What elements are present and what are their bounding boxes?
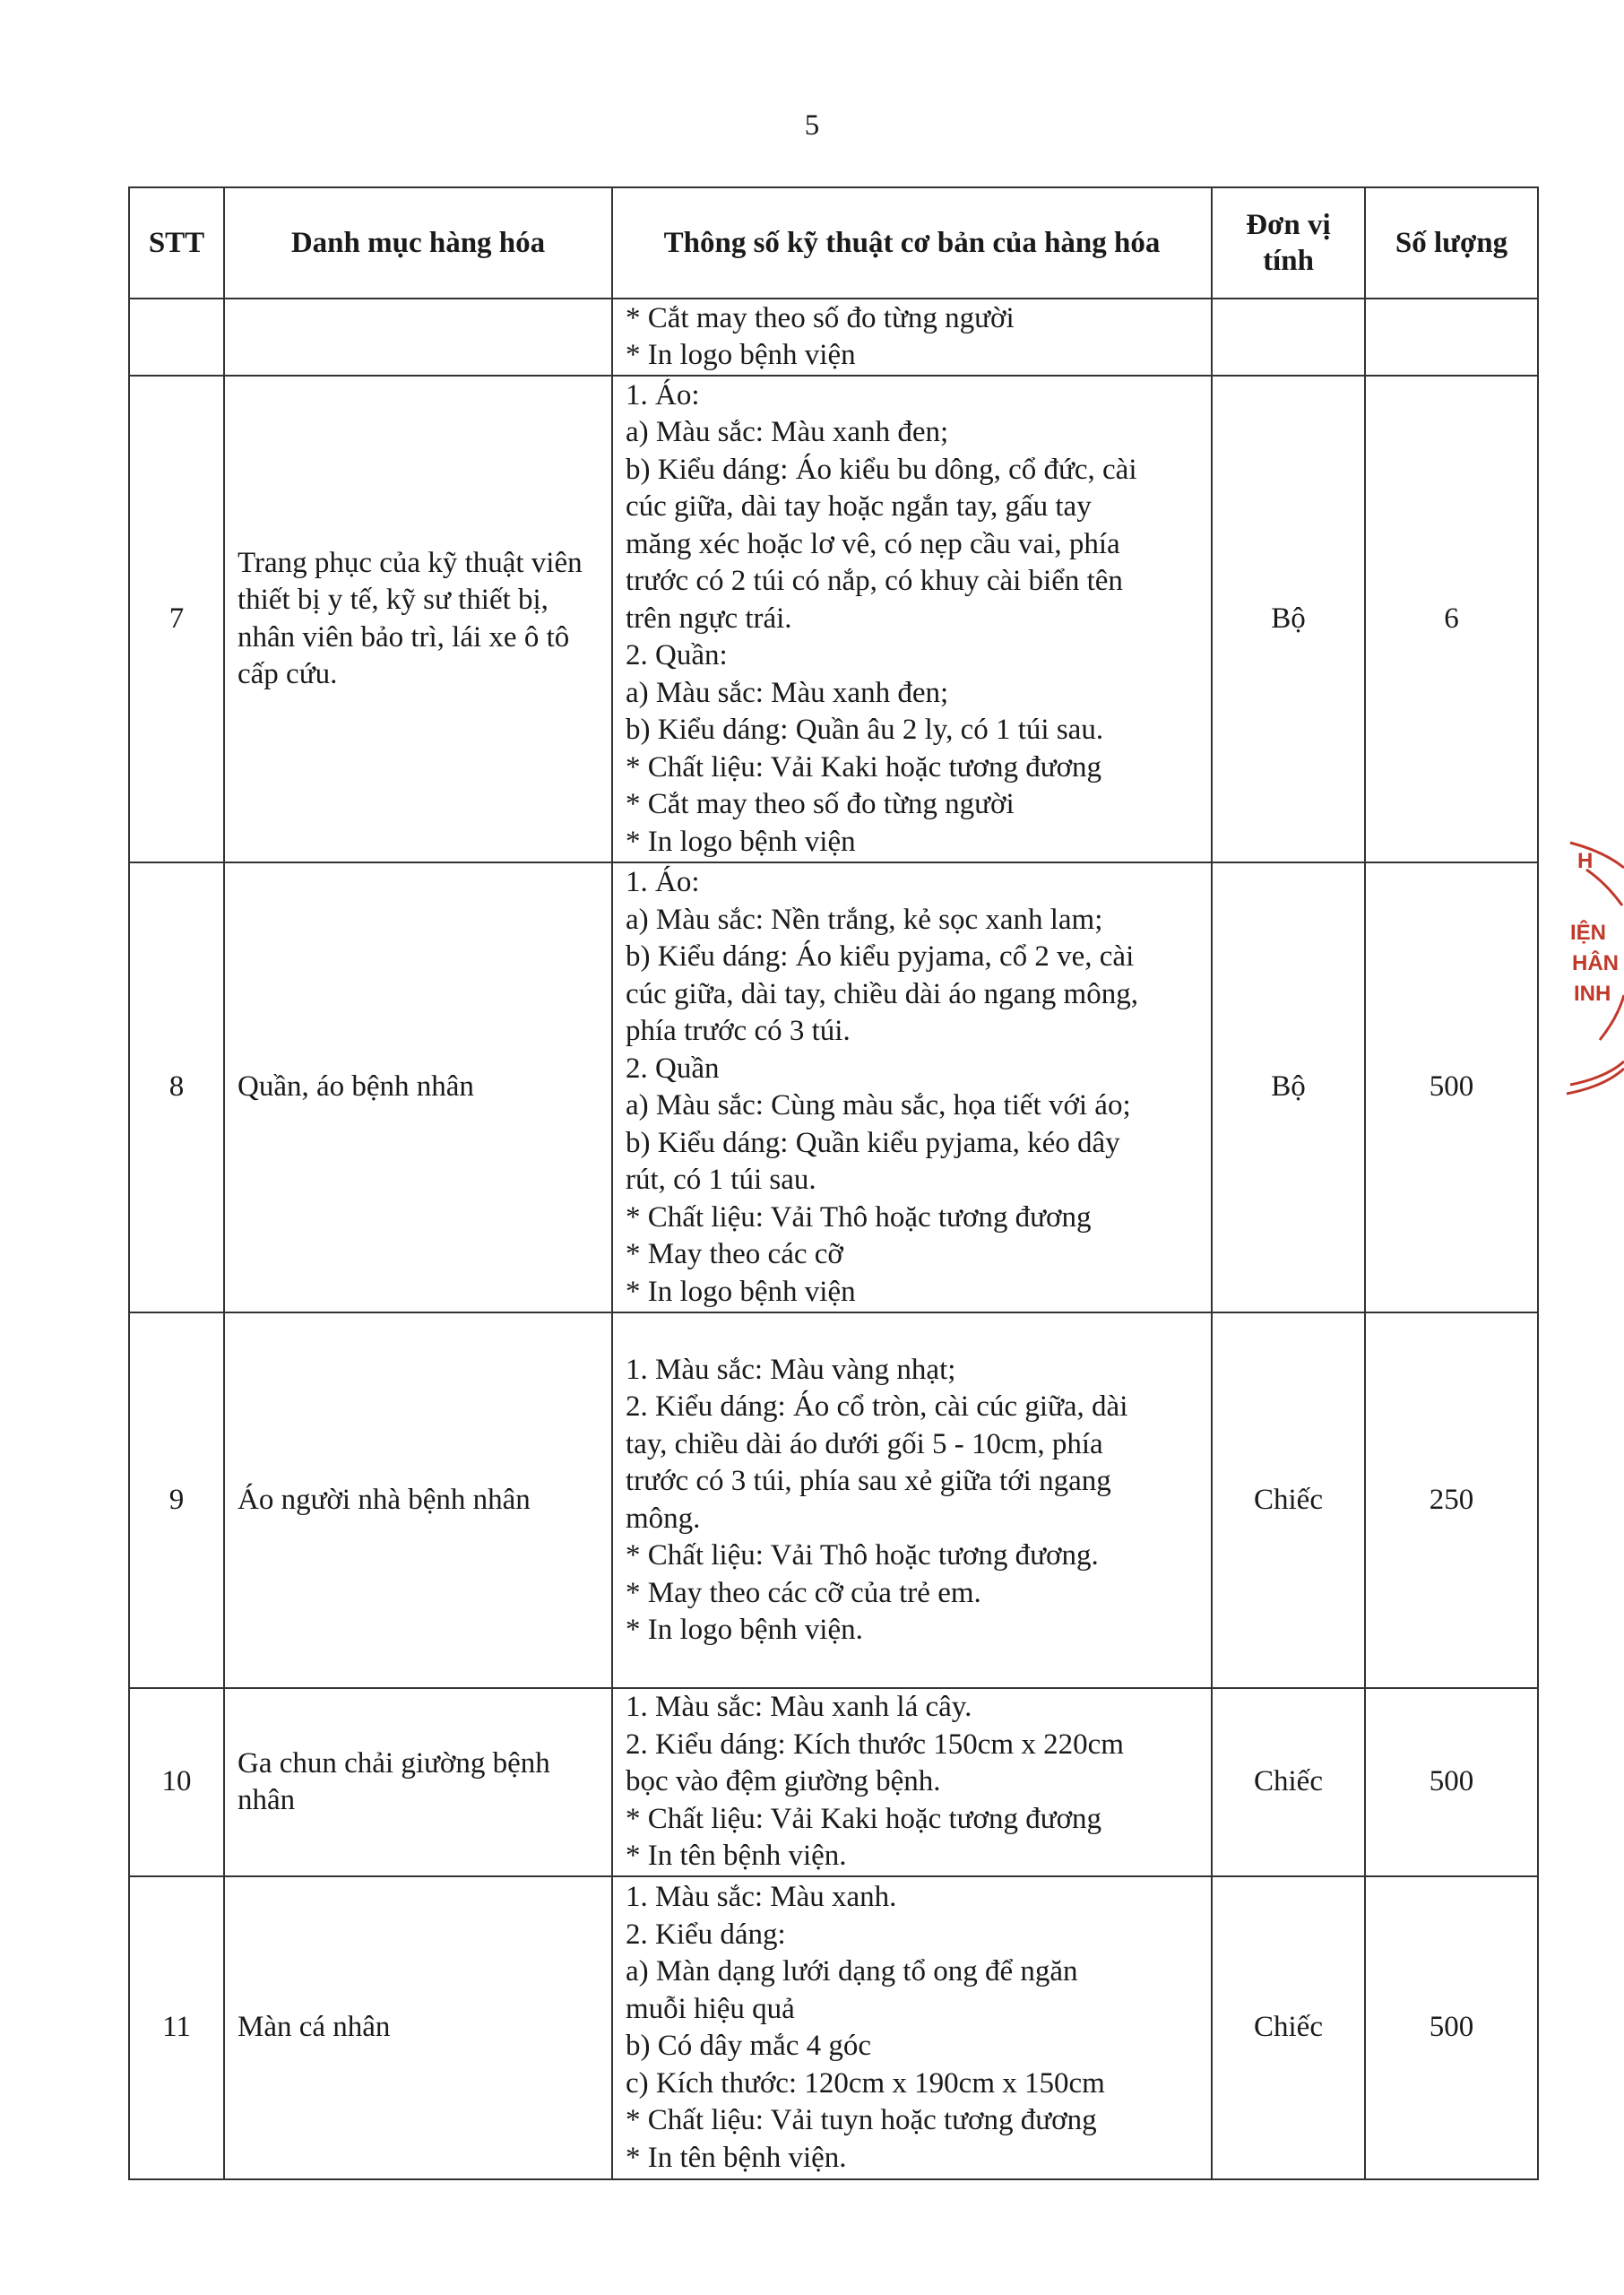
cell-stt: 8 — [129, 862, 224, 1312]
header-unit — [1212, 187, 1365, 299]
header-quantity: Số lượng — [1365, 187, 1538, 299]
cell-quantity: 6 — [1365, 376, 1538, 862]
spec-line: 1. Màu sắc: Màu xanh. — [626, 1881, 897, 1913]
spec-line: a) Màu sắc: Cùng màu sắc, họa tiết với áo; — [626, 1089, 1131, 1122]
header-spec: Thông số kỹ thuật cơ bản của hàng hóa — [612, 187, 1212, 299]
spec-line: 1. Áo: — [626, 866, 700, 898]
spec-line: trên ngực trái. — [626, 602, 792, 635]
spec-line: * May theo các cỡ của trẻ em. — [626, 1576, 981, 1609]
stamp-text-fragment: HÂN — [1572, 951, 1619, 975]
spec-line: * Chất liệu: Vải Kaki hoặc tương đương — [626, 1802, 1102, 1835]
header-unit-line1: Đơn vị — [1246, 209, 1331, 241]
spec-line: 2. Kiểu dáng: Áo cổ tròn, cài cúc giữa, dài — [626, 1390, 1128, 1423]
cell-unit: Chiếc — [1212, 1312, 1365, 1688]
spec-line: cúc giữa, dài tay, chiều dài áo ngang mông, — [626, 977, 1138, 1010]
cell-unit: Bộ — [1212, 862, 1365, 1312]
spec-line: 2. Quần: — [626, 639, 728, 672]
cell-specification — [612, 862, 1212, 1312]
spec-line: bọc vào đệm giường bệnh. — [626, 1765, 941, 1798]
stamp-text-fragment: IỆN — [1570, 921, 1607, 945]
spec-line: 2. Kiểu dáng: — [626, 1918, 786, 1951]
spec-line: a) Màu sắc: Nền trắng, kẻ sọc xanh lam; — [626, 903, 1103, 936]
spec-line: tay, chiều dài áo dưới gối 5 - 10cm, phía — [626, 1427, 1103, 1460]
spec-line: 1. Áo: — [626, 378, 700, 411]
spec-line: a) Màn dạng lưới dạng tổ ong để ngăn — [626, 1955, 1078, 1988]
cell-item-name: Trang phục của kỹ thuật viên thiết bị y tế, kỹ sư thiết bị, nhân viên bảo trì, lái xe ô tô cấp cứu. — [224, 376, 612, 862]
cell-unit: Bộ — [1212, 376, 1365, 862]
table-row — [129, 299, 1538, 376]
red-seal-stamp — [1551, 834, 1624, 1103]
spec-line: * In logo bệnh viện — [626, 825, 856, 858]
cell-item-name: Ga chun chải giường bệnh nhân — [224, 1688, 612, 1876]
cell-unit: Chiếc — [1212, 1876, 1365, 2179]
cell-specification — [612, 1876, 1212, 2179]
cell-quantity: 500 — [1365, 862, 1538, 1312]
cell-item-name — [224, 299, 612, 376]
spec-line: muỗi hiệu quả — [626, 1992, 795, 2025]
spec-line: b) Kiểu dáng: Quần âu 2 ly, có 1 túi sau. — [626, 714, 1104, 747]
goods-table — [128, 186, 1539, 2180]
spec-line: * In tên bệnh viện. — [626, 2141, 847, 2174]
cell-specification — [612, 1688, 1212, 1876]
spec-line: a) Màu sắc: Màu xanh đen; — [626, 416, 949, 449]
cell-item-name: Áo người nhà bệnh nhân — [224, 1312, 612, 1688]
header-name: Danh mục hàng hóa — [224, 187, 612, 299]
stamp-arc-bottom-outer — [1567, 1069, 1624, 1094]
cell-quantity: 250 — [1365, 1312, 1538, 1688]
cell-stt: 7 — [129, 376, 224, 862]
table-header-row — [129, 187, 1538, 299]
cell-item-name: Quần, áo bệnh nhân — [224, 862, 612, 1312]
spec-line: măng xéc hoặc lơ vê, có nẹp cầu vai, phía — [626, 527, 1120, 560]
spec-line: b) Kiểu dáng: Áo kiểu bu dông, cổ đức, cài — [626, 453, 1137, 486]
cell-specification — [612, 376, 1212, 862]
spec-line: 2. Kiểu dáng: Kích thước 150cm x 220cm — [626, 1728, 1124, 1761]
cell-stt: 9 — [129, 1312, 224, 1688]
spec-line: 2. Quần — [626, 1052, 720, 1085]
spec-line: c) Kích thước: 120cm x 190cm x 150cm — [626, 2066, 1105, 2100]
table-row — [129, 862, 1538, 1312]
cell-stt — [129, 299, 224, 376]
spec-line: phía trước có 3 túi. — [626, 1015, 851, 1047]
page-number: 5 — [804, 109, 820, 142]
spec-line: trước có 2 túi có nắp, có khuy cài biển tên — [626, 565, 1123, 598]
spec-line: * Cắt may theo số đo từng người — [626, 788, 1015, 821]
cell-specification — [612, 1312, 1212, 1688]
spec-line: * In logo bệnh viện. — [626, 1614, 863, 1646]
spec-line: b) Kiểu dáng: Áo kiểu pyjama, cổ 2 ve, cài — [626, 940, 1135, 973]
spec-line: * Chất liệu: Vải Kaki hoặc tương đương — [626, 750, 1102, 784]
cell-stt: 10 — [129, 1688, 224, 1876]
table-row — [129, 1688, 1538, 1876]
header-stt: STT — [129, 187, 224, 299]
spec-line: * In logo bệnh viện — [626, 339, 856, 371]
spec-line: * Chất liệu: Vải tuyn hoặc tương đương — [626, 2104, 1097, 2136]
cell-unit: Chiếc — [1212, 1688, 1365, 1876]
cell-unit — [1212, 299, 1365, 376]
header-unit-line2: tính — [1263, 245, 1314, 277]
stamp-text-fragment: H — [1577, 849, 1594, 873]
table-row — [129, 1876, 1538, 2179]
spec-line: * Chất liệu: Vải Thô hoặc tương đương — [626, 1200, 1092, 1234]
spec-line: 1. Màu sắc: Màu vàng nhạt; — [626, 1353, 956, 1386]
stamp-arc-top-inner — [1586, 870, 1622, 905]
spec-line: mông. — [626, 1502, 701, 1535]
spec-line: rút, có 1 túi sau. — [626, 1164, 816, 1196]
spec-line: * In logo bệnh viện — [626, 1275, 856, 1308]
spec-line: * May theo các cỡ — [626, 1238, 843, 1270]
cell-quantity: 500 — [1365, 1876, 1538, 2179]
spec-line: a) Màu sắc: Màu xanh đen; — [626, 676, 949, 709]
stamp-arc-bottom-2 — [1570, 1061, 1624, 1085]
spec-line: b) Có dây mắc 4 góc — [626, 2030, 872, 2062]
spec-line: 1. Màu sắc: Màu xanh lá cây. — [626, 1691, 972, 1724]
spec-line: b) Kiểu dáng: Quần kiểu pyjama, kéo dây — [626, 1126, 1120, 1159]
spec-line: * Cắt may theo số đo từng người — [626, 301, 1015, 334]
spec-line: cúc giữa, dài tay hoặc ngắn tay, gấu tay — [626, 490, 1092, 524]
table-body — [129, 299, 1538, 2179]
table-row — [129, 376, 1538, 862]
stamp-text-fragment: INH — [1574, 982, 1611, 1006]
cell-quantity: 500 — [1365, 1688, 1538, 1876]
spec-line: * In tên bệnh viện. — [626, 1840, 847, 1873]
spec-line: trước có 3 túi, phía sau xẻ giữa tới ngang — [626, 1465, 1111, 1497]
spec-line: * Chất liệu: Vải Thô hoặc tương đương. — [626, 1539, 1099, 1572]
cell-quantity — [1365, 299, 1538, 376]
cell-specification — [612, 299, 1212, 376]
cell-stt: 11 — [129, 1876, 224, 2179]
table-row — [129, 1312, 1538, 1688]
cell-item-name: Màn cá nhân — [224, 1876, 612, 2179]
